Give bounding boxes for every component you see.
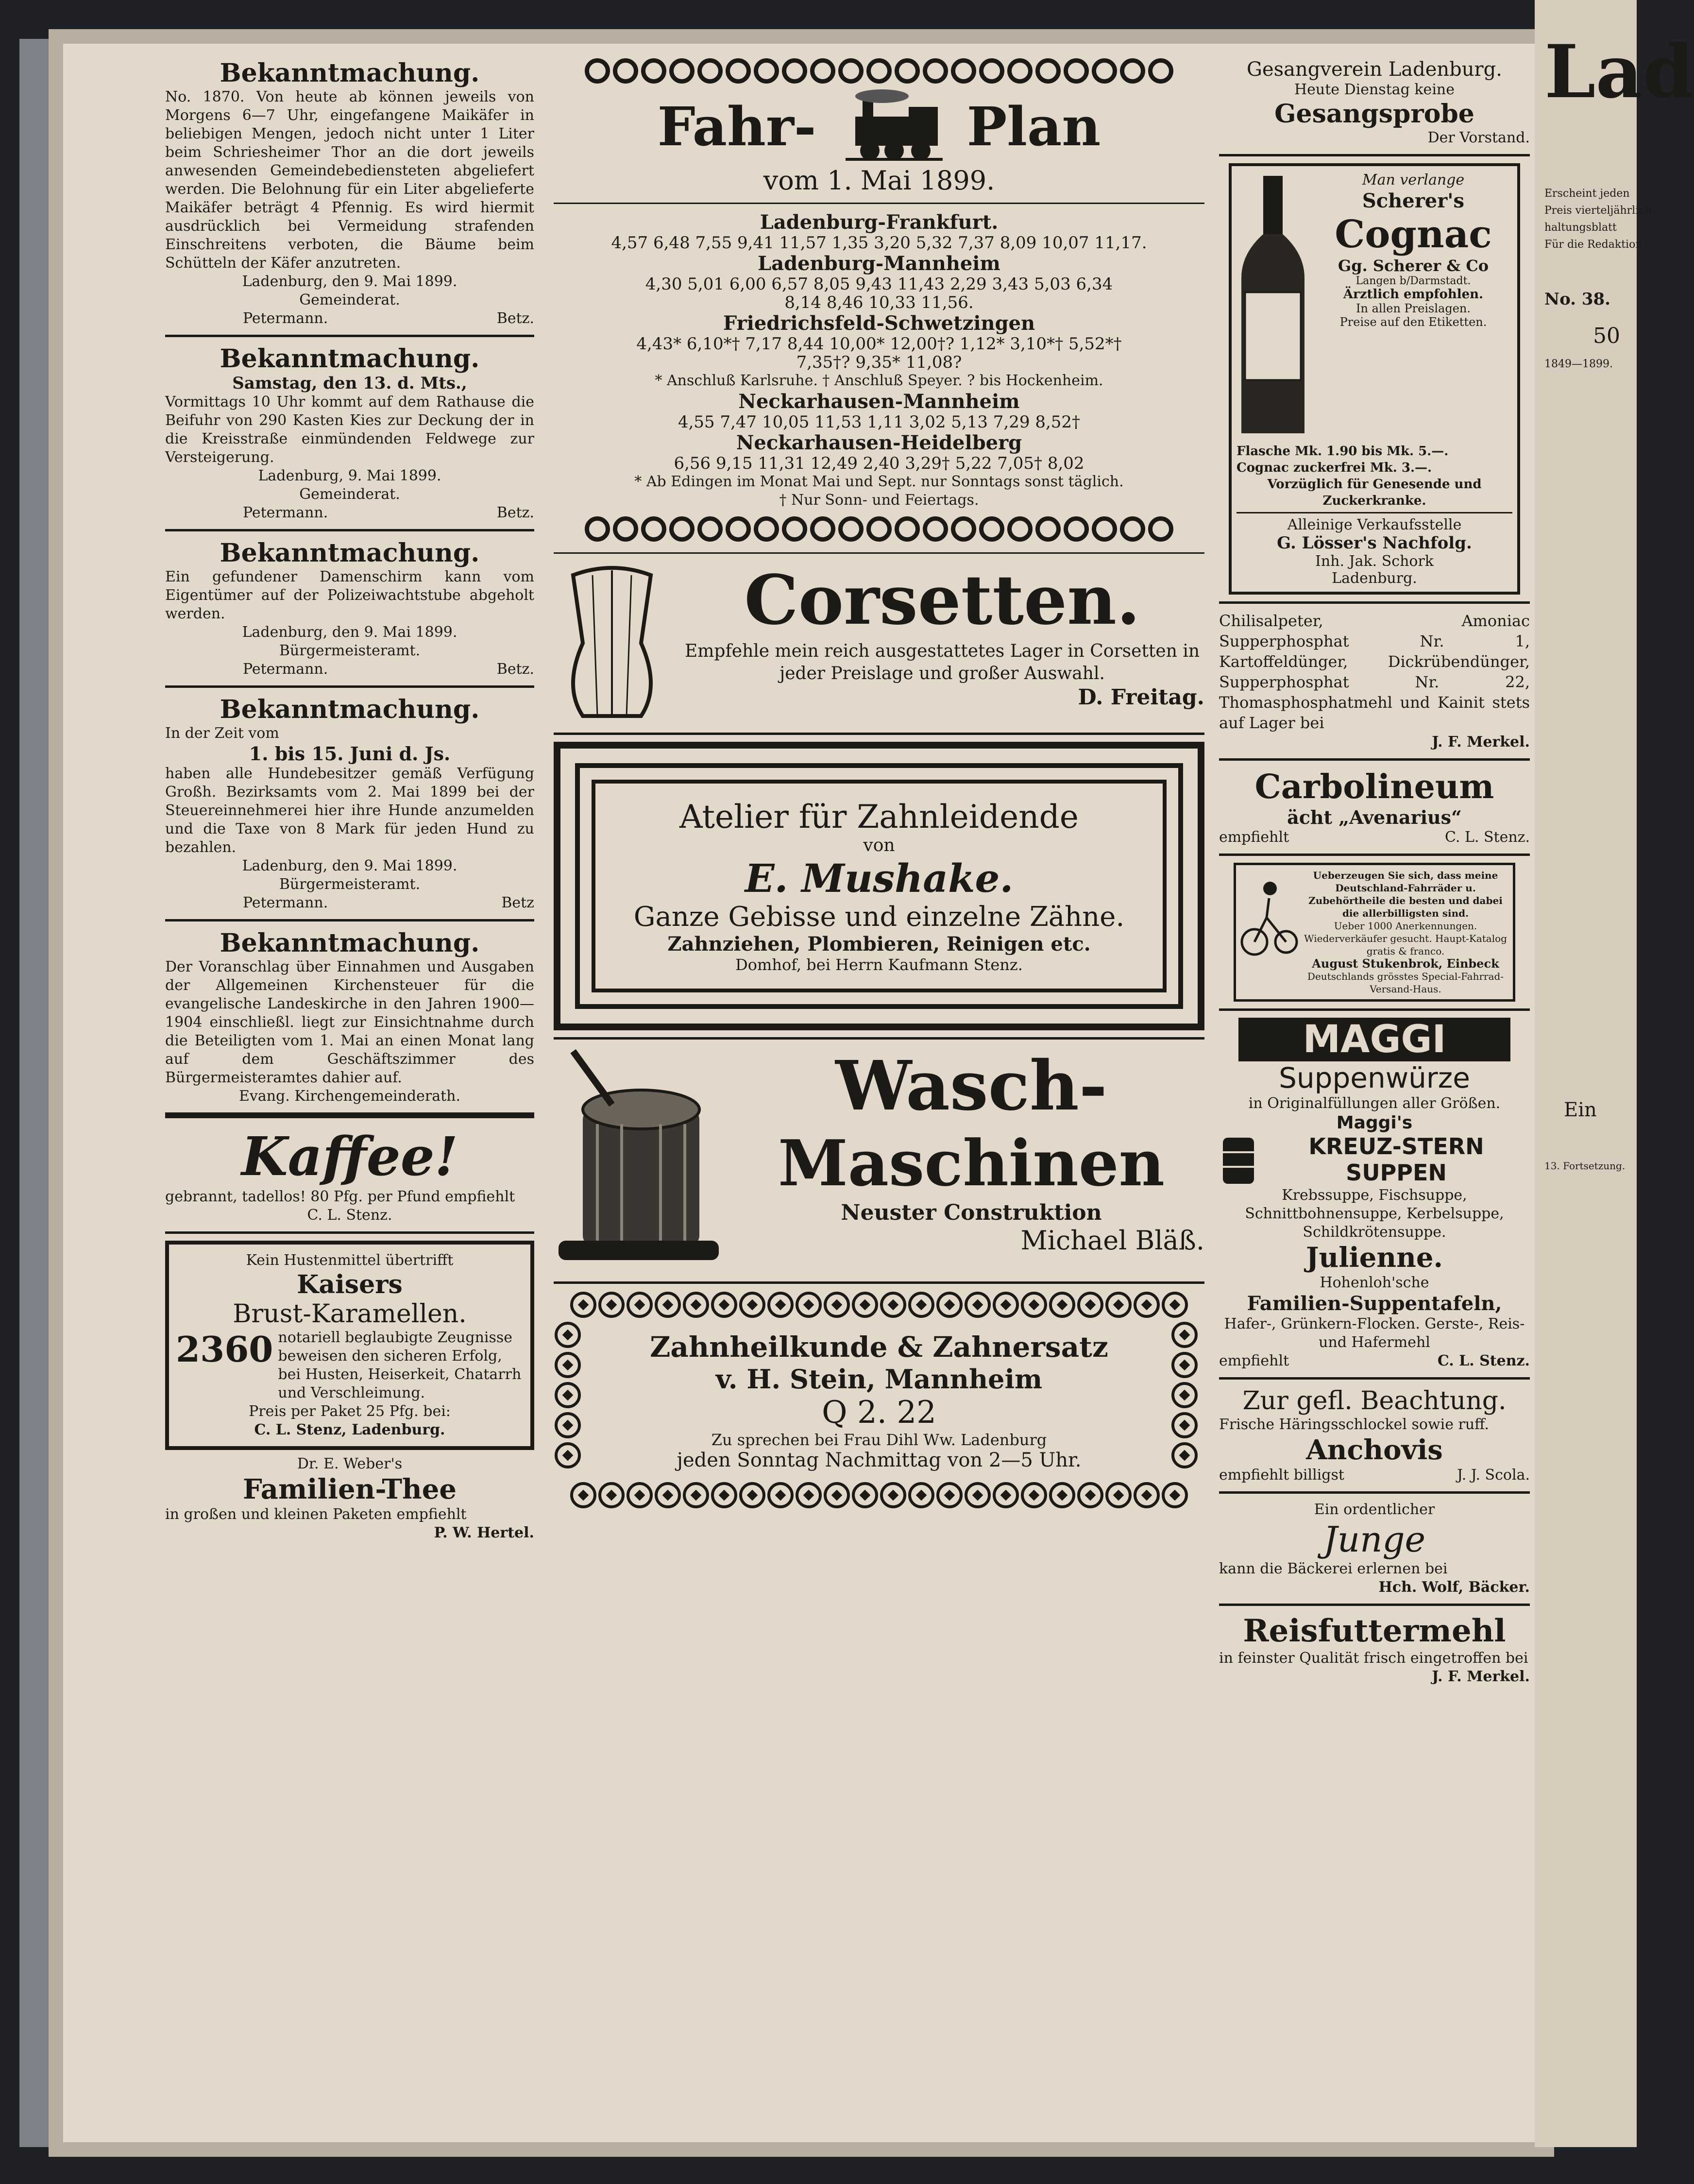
edge-line: Ein [1564, 1099, 1597, 1121]
notice-text: Der Voranschlag über Einnahmen und Ausgaben der Allgemeinen Kirchensteuer für die evangelische Landeskirche in den Jahren 1900—1904 einschließl. liegt zur Einsichtnahme durch die Beteiligten vom 1. Mai an einen Monat lang auf dem Geschäftszimmer des Bürgermeisteramtes dahier auf. [165, 958, 534, 1086]
ad-title: Zur gefl. Beachtung. [1242, 1386, 1507, 1416]
ad-text: kann die Bäckerei erlernen bei [1219, 1560, 1448, 1577]
ad-brand: MAGGI [1238, 1018, 1510, 1061]
ad-title: Reisfuttermehl [1243, 1613, 1506, 1649]
ad-reisfuttermehl [1219, 1613, 1530, 1686]
ad-zahn-atelier [554, 742, 1204, 1030]
fahrplan [554, 87, 1204, 510]
ad-text: Ganze Gebisse und einzelne Zähne. [633, 901, 1125, 933]
ad-text: Hafer-, Grünkern-Flocken. Gerste-, Reis- und Hafermehl [1224, 1315, 1525, 1351]
ad-zahnheilkunde [554, 1291, 1204, 1511]
edge-line: Erscheint jeden [1544, 188, 1630, 200]
ad-line: Maggi's [1336, 1113, 1413, 1133]
ad-name: v. H. Stein, Mannheim [715, 1364, 1043, 1395]
divider [165, 685, 534, 688]
notice-sign2: Betz. [496, 504, 534, 521]
ad-line: Ueber 1000 Anerkennungen. [1334, 920, 1477, 932]
notice-sign: Petermann. [243, 661, 328, 678]
ad-price: Flasche Mk. 1.90 bis Mk. 5.—. [1237, 444, 1449, 459]
notice-sign2: Betz [501, 894, 534, 911]
notice-sign: Petermann. [243, 504, 328, 521]
ad-gesangverein [1219, 58, 1530, 147]
ad-line: Preise auf den Etiketten. [1339, 315, 1487, 329]
route-title: Ladenburg-Mannheim [758, 252, 1000, 275]
notice-office: Bürgermeisteramt. [279, 642, 421, 659]
ad-junge [1219, 1501, 1530, 1597]
ad-title: Kaffee! [241, 1125, 458, 1188]
ad-fahrraeder [1234, 863, 1515, 1002]
ad-text: gebrannt, tadellos! 80 Pfg. per Pfund empfiehlt [165, 1188, 515, 1205]
notice-text: Vormittags 10 Uhr kommt auf dem Rathause die Beifuhr von 290 Kasten Kies zur Deckung der in die Kreisstraße einmündenden Feldwege zur Versteigerung. [165, 393, 534, 466]
route-times: 4,55 7,47 10,05 11,53 1,11 3,02 5,13 7,29 8,52† [678, 412, 1081, 432]
ad-line: Deutschlands grösstes Special-Fahrrad-Versand-Haus. [1307, 971, 1504, 995]
ad-chilisalpeter [1219, 611, 1530, 751]
route-note: * Ab Edingen im Monat Mai und Sept. nur Sonntags sonst täglich. [634, 473, 1124, 490]
ad-line: empfiehlt [1219, 829, 1289, 846]
ad-text: Frische Häringsschlockel sowie ruff. [1219, 1416, 1489, 1433]
ad-kaffee [165, 1125, 534, 1225]
ad-sign: C. L. Stenz. [1437, 1352, 1530, 1369]
notice-title: Bekanntmachung. [220, 344, 480, 374]
divider [165, 1231, 534, 1234]
notice-text: haben alle Hundebesitzer gemäß Verfügung Großh. Bezirksamts vom 2. Mai 1899 bei der Steuereinnehmerei hier ihre Hunde anzumelden und die Taxe von 8 Mark für jeden Hund zu bezahlen. [165, 765, 534, 856]
ad-line: Ladenburg. [1332, 570, 1417, 587]
ad-sign: D. Freitag. [1078, 685, 1204, 710]
route-title: Neckarhausen-Heidelberg [736, 431, 1022, 454]
ad-line: Heute Dienstag keine [1294, 81, 1455, 98]
notice-office: Evang. Kirchengemeinderath. [238, 1088, 461, 1105]
ad-waschmaschinen [554, 1046, 1204, 1275]
ad-line: Neuster Construktion [841, 1200, 1102, 1225]
divider [165, 919, 534, 921]
route-times: 4,30 5,01 6,00 6,57 8,05 9,43 11,43 2,29 3,43 5,03 6,34 [645, 274, 1113, 294]
ad-title-1: Wasch- [835, 1046, 1107, 1126]
edge-line: Für die Redaktion [1544, 239, 1643, 251]
route-times: 4,43* 6,10*† 7,17 8,44 10,00* 12,00†? 1,12* 3,10*† 5,52*† [636, 334, 1122, 354]
ad-line: In allen Preislagen. [1356, 302, 1471, 315]
notice-date: Ladenburg, den 9. Mai 1899. [242, 624, 457, 641]
edge-line: haltungsblatt [1544, 222, 1617, 234]
neighbor-page-edge [1535, 0, 1694, 2147]
diamond-border-right [1170, 1321, 1204, 1481]
notice-title: Bekanntmachung. [220, 58, 480, 88]
ad-maker: Gg. Scherer & Co [1338, 256, 1489, 275]
ad-title: Zahnheilkunde & Zahnersatz [650, 1331, 1108, 1364]
notice-title: Bekanntmachung. [220, 928, 480, 958]
ad-carbolineum [1219, 768, 1530, 847]
edge-issue: No. 38. [1544, 290, 1610, 309]
route-times: 6,56 9,15 11,31 12,49 2,40 3,29† 5,22 7,05† 8,02 [674, 454, 1084, 473]
ad-place: Langen b/Darmstadt. [1355, 275, 1471, 287]
ad-product: KREUZ-STERN SUPPEN [1308, 1133, 1484, 1186]
ad-seller: C. L. Stenz, Ladenburg. [254, 1421, 445, 1438]
notice-kies [165, 344, 534, 522]
notice-subtitle: Samstag, den 13. d. Mts., [232, 374, 467, 393]
ad-brand: Scherer's [1362, 189, 1465, 212]
column-left [165, 58, 534, 1542]
ad-title: Junge [1323, 1519, 1426, 1560]
ad-line: Kein Hustenmittel übertrifft [246, 1252, 454, 1269]
notice-date: Ladenburg, den 9. Mai 1899. [242, 857, 457, 874]
ad-sign: P. W. Hertel. [434, 1524, 534, 1541]
ad-sign: J. J. Scola. [1457, 1467, 1530, 1484]
route-note: * Anschluß Karlsruhe. † Anschluß Speyer. ? bis Hockenheim. [655, 372, 1103, 389]
ad-cognac [1229, 163, 1520, 595]
route-times: 4,57 6,48 7,55 9,41 11,57 1,35 3,20 5,32 7,37 8,09 10,07 11,17. [611, 233, 1147, 253]
notice-office: Gemeinderat. [299, 486, 400, 503]
ad-hours: jeden Sonntag Nachmittag von 2—5 Uhr. [677, 1449, 1082, 1471]
ad-text: Chilisalpeter, Amoniac Supperphosphat Nr. 1, Kartoffeldünger, Dickrübendünger, Supperphosphat Nr. 22, Thomasphosphatmehl und Kainit stets auf Lager bei [1219, 612, 1530, 732]
ad-product: Julienne. [1306, 1242, 1443, 1274]
ad-title-2: Maschinen [778, 1126, 1165, 1200]
notice-sign: Petermann. [243, 894, 328, 911]
ad-product: Familien-Suppentafeln, [1247, 1292, 1502, 1315]
locomotive-icon [836, 87, 948, 165]
ad-sign: C. L. Stenz. [307, 1207, 392, 1224]
notice-maikaefer [165, 58, 534, 328]
ad-kaiser [165, 1241, 534, 1450]
ad-address: Q 2. 22 [822, 1395, 936, 1431]
notice-title: Bekanntmachung. [220, 695, 480, 724]
notice-office: Gemeinderat. [299, 291, 400, 308]
ad-text: notariell beglaubigte Zeugnisse beweisen den sicheren Erfolg, bei Husten, Heiserkeit, Chatarrh und Verschleimung. [278, 1329, 522, 1401]
bottle-icon [1237, 171, 1309, 443]
ad-price: Preis per Paket 25 Pfg. bei: [249, 1403, 451, 1420]
divider [165, 1112, 534, 1118]
bicycle-icon [1240, 869, 1298, 966]
notice-subtitle: 1. bis 15. Juni d. Js. [249, 743, 451, 765]
ad-product: Brust-Karamellen. [233, 1299, 467, 1329]
edge-line: 50 [1593, 324, 1620, 348]
ad-line: Hohenloh'sche [1320, 1274, 1429, 1291]
ad-title: Corsetten. [744, 561, 1140, 640]
fahrplan-date: vom 1. Mai 1899. [763, 165, 995, 196]
ad-sign: Hch. Wolf, Bäcker. [1378, 1579, 1530, 1596]
edge-line: Preis vierteljährlich [1544, 205, 1652, 217]
ad-line: Wiederverkäufer gesucht. Haupt-Katalog gratis & franco. [1304, 933, 1507, 957]
ad-text: in großen und kleinen Paketen empfiehlt [165, 1506, 467, 1523]
ad-sign: Michael Bläß. [1020, 1225, 1204, 1256]
ad-sign: J. F. Merkel. [1432, 1668, 1530, 1685]
notice-title: Bekanntmachung. [220, 538, 480, 568]
notice-date: Ladenburg, den 9. Mai 1899. [242, 273, 457, 290]
ad-line: Alleinige Verkaufsstelle [1287, 516, 1462, 533]
ad-line: Ärztlich empfohlen. [1343, 287, 1484, 302]
diamond-border-top [554, 1291, 1204, 1321]
ad-product: Suppenwürze [1279, 1061, 1470, 1094]
ad-title: Carbolineum [1254, 768, 1494, 806]
ad-seller: August Stukenbrok, Einbeck [1312, 956, 1499, 971]
ad-line: Inh. Jak. Schork [1315, 553, 1434, 570]
ad-title: Gesangverein Ladenburg. [1247, 58, 1502, 81]
notice-sign: Petermann. [243, 310, 328, 327]
diamond-border-bottom [554, 1481, 1204, 1511]
route-title: Ladenburg-Frankfurt. [760, 211, 999, 234]
route-times: 8,14 8,46 10,33 11,56. [784, 293, 974, 312]
ad-title: Atelier für Zahnleidende [679, 798, 1079, 836]
ad-line: Vorzüglich für Genesende und Zuckerkranke. [1267, 477, 1482, 508]
column-middle [554, 58, 1204, 1511]
ad-services: Zahnziehen, Plombieren, Reinigen etc. [667, 933, 1091, 956]
ad-headline: Gesangsprobe [1274, 99, 1474, 129]
ad-beachtung [1219, 1386, 1530, 1484]
ad-address: Domhof, bei Herrn Kaufmann Stenz. [735, 956, 1023, 974]
divider [165, 335, 534, 337]
ad-name: E. Mushake. [745, 855, 1014, 901]
divider [165, 529, 534, 531]
notice-date: Ladenburg, 9. Mai 1899. [258, 467, 441, 484]
soup-can-icon [1219, 1133, 1258, 1186]
route-title: Friedrichsfeld-Schwetzingen [723, 312, 1035, 335]
route-title: Neckarhausen-Mannheim [738, 390, 1020, 413]
notice-text: Ein gefundener Damenschirm kann vom Eigentümer auf der Polizeiwachtstube abgeholt werden. [165, 568, 534, 622]
ad-corsetten [554, 561, 1204, 726]
notice-pre: In der Zeit vom [165, 725, 279, 742]
notice-kirchensteuer [165, 928, 534, 1106]
ad-sign: Der Vorstand. [1427, 129, 1530, 146]
fahrplan-title-2: Plan [966, 95, 1101, 158]
ad-line: empfiehlt [1219, 1352, 1289, 1369]
ad-text: Krebssuppe, Fischsuppe, Schnittbohnensuppe, Kerbelsuppe, Schildkrötensuppe. [1245, 1187, 1504, 1241]
masthead-fragment: Lad [1544, 29, 1694, 115]
route-note: † Nur Sonn- und Feiertags. [779, 492, 979, 509]
ad-line: Ein ordentlicher [1314, 1501, 1435, 1518]
ad-text: in feinster Qualität frisch eingetroffen bei [1219, 1650, 1528, 1667]
edge-line: 13. Fortsetzung. [1544, 1160, 1626, 1172]
notice-office: Bürgermeisteramt. [279, 876, 421, 893]
ad-product: Anchovis [1306, 1434, 1443, 1466]
ad-maggi [1219, 1018, 1530, 1370]
notice-hunde [165, 695, 534, 912]
corset-icon [554, 561, 670, 726]
washing-machine-icon [554, 1046, 728, 1275]
ad-text: Empfehle mein reich ausgestattetes Lager in Corsetten in jeder Preislage und großer Auswahl. [684, 641, 1200, 683]
ring-border-bottom [554, 516, 1204, 546]
route-times: 7,35†? 9,35* 11,08? [796, 353, 962, 372]
notice-text: No. 1870. Von heute ab können jeweils von Morgens 6—7 Uhr, eingefangene Maikäfer in beliebigen Mengen, jedoch nicht unter 1 Liter beim Schriesheimer Thor an die dort jeweils anwesenden Gemeindebediensteten abgeliefert werden. Die Belohnung für ein Liter abgelieferte Maikäfer beträgt 4 Pfennig. Es wird hiermit ausdrücklich bei Vermeidung strafenden Einschreitens verboten, die Bäume beim Schütteln der Käfer anzutreten. [165, 88, 534, 272]
ad-sign: C. L. Stenz. [1445, 829, 1530, 846]
edge-line: 1849—1899. [1544, 358, 1613, 370]
ad-title: Familien-Thee [242, 1473, 457, 1505]
fahrplan-title-1: Fahr- [657, 95, 816, 158]
ring-border-top [554, 58, 1204, 87]
ad-line: Zu sprechen bei Frau Dihl Ww. Ladenburg [711, 1431, 1047, 1449]
notice-schirm [165, 538, 534, 679]
ad-line: ächt „Avenarius“ [1287, 806, 1462, 828]
notice-sign2: Betz. [496, 661, 534, 678]
diamond-border-left [554, 1321, 588, 1481]
notice-sign2: Betz. [496, 310, 534, 327]
ad-text: Ueberzeugen Sie sich, dass meine Deutschland-Fahrräder u. Zubehörtheile die besten und dabei die allerbilligsten sind. [1308, 870, 1503, 919]
ad-product: Cognac [1335, 212, 1492, 256]
ad-line: Man verlange [1362, 171, 1465, 188]
ad-sign: J. F. Merkel. [1432, 734, 1530, 751]
ad-line: von [863, 836, 895, 855]
book-binding [19, 39, 49, 2147]
ad-seller: G. Lösser's Nachfolg. [1277, 533, 1472, 553]
ad-brand: Kaisers [297, 1270, 403, 1299]
ad-line: in Originalfüllungen aller Größen. [1248, 1095, 1501, 1112]
ad-line: Dr. E. Weber's [297, 1455, 403, 1472]
ad-line: empfiehlt billigst [1219, 1467, 1344, 1484]
ad-thee [165, 1455, 534, 1542]
ad-price: Cognac zuckerfrei Mk. 3.—. [1237, 461, 1432, 475]
column-right [1219, 58, 1530, 1686]
ad-number: 2360 [176, 1329, 273, 1370]
